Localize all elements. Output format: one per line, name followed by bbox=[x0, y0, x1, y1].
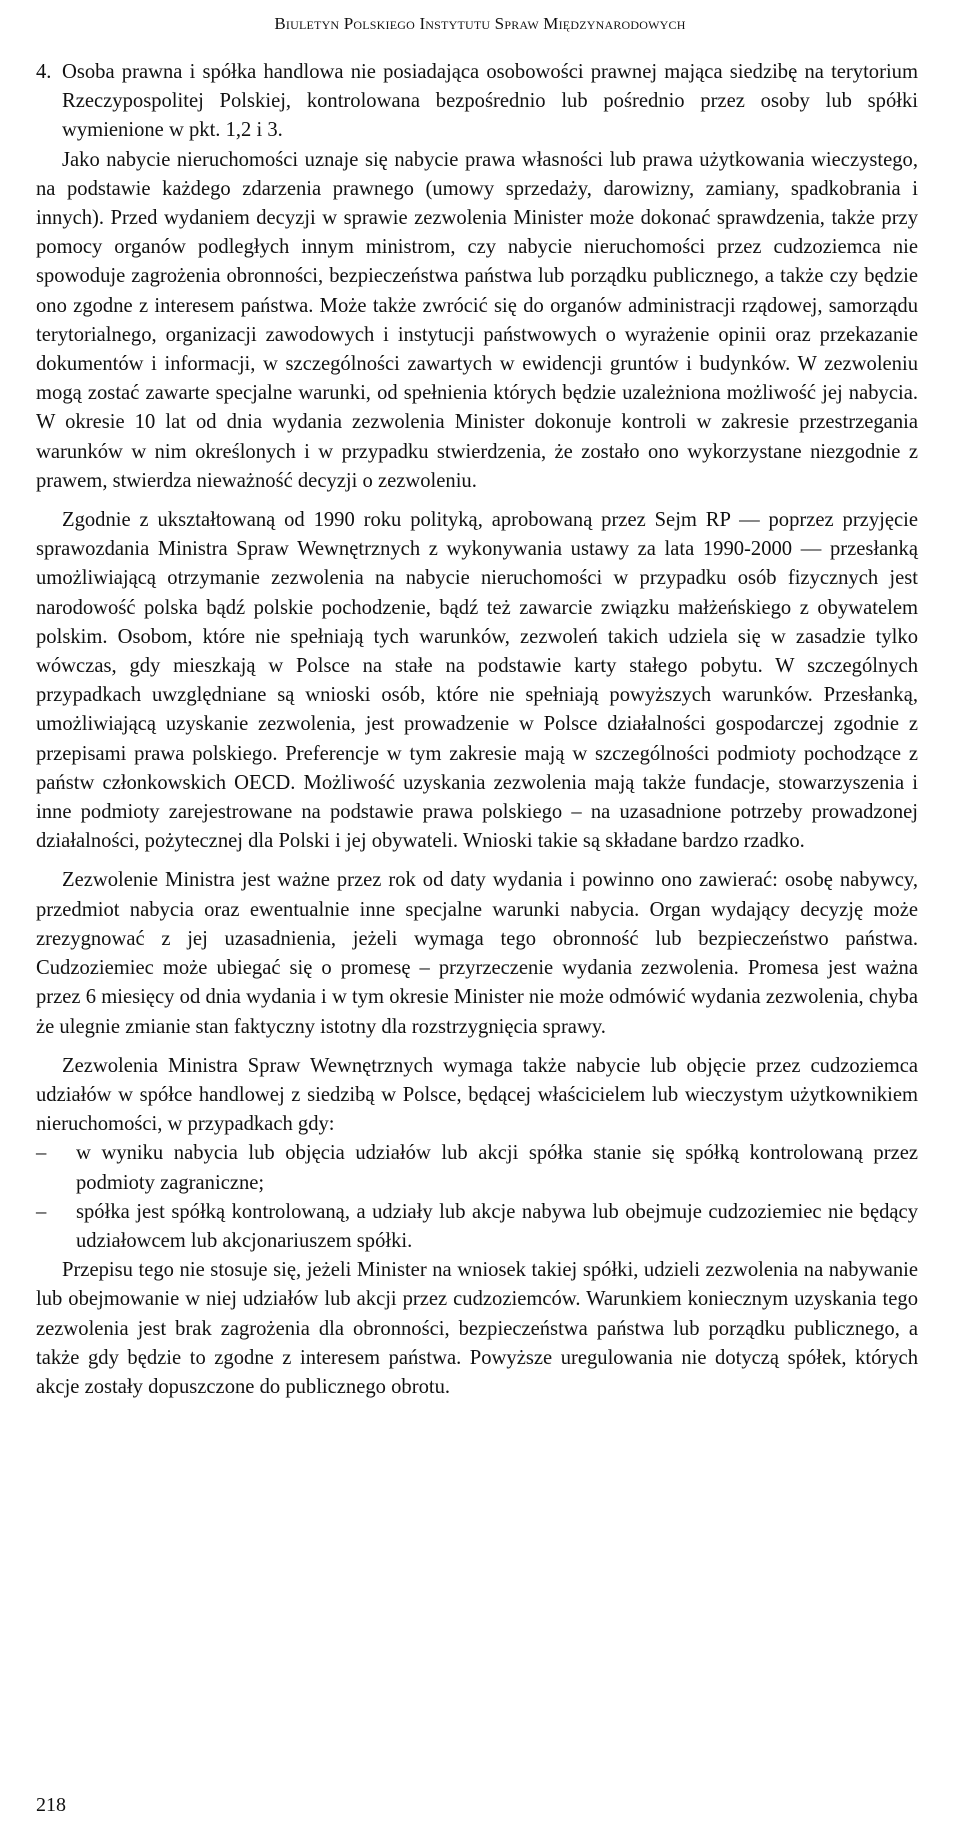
paragraph-exemption: Przepisu tego nie stosuje się, jeżeli Minister na wniosek takiej spółki, udzieli zezwolenia na nabywanie lub obejmowanie w niej udziałów lub akcji przez cudzoziemców. Warunkiem koniecznym uzyskania tego zezwolenia jest brak zagrożenia dla obronności, bezpieczeństwa państwa lub porządku publicznego, a także gdy będzie to zgodne z interesem państwa. Powyższe uregulowania nie dotyczą spółek, których akcje zostały dopuszczone do publicznego obrotu. bbox=[36, 1259, 918, 1398]
paragraph-policy: Zgodnie z ukształtowaną od 1990 roku polityką, aprobowaną przez Sejm RP — poprzez przyjęcie sprawozdania Ministra Spraw Wewnętrznych z wykonywania ustawy za lata 1990-2000 — przesłanką umożliwiającą otrzymanie zezwolenia na nabycie nieruchomości w przypadku osób fizycznych jest narodowość polska bądź polskie pochodzenie, bądź też zawarcie związku małżeńskiego z obywatelem polskim. Osobom, które nie spełniają tych warunków, zezwoleń takich udziela się w zasadzie tylko wówczas, gdy mieszkają w Polsce na stałe na podstawie karty stałego pobytu. W szczególnych przypadkach uwzględniane są wnioski osób, które nie spełniają powyższych warunków. Przesłanką, umożliwiającą uzyskanie zezwolenia, jest prowadzenie w Polsce działalności gospodarczej zgodnie z przepisami prawa polskiego. Preferencje w tym zakresie mają w szczególności podmioty pochodzące z państw członkowskich OECD. Możliwość uzyskania zezwolenia mają także fundacje, stowarzyszenia i inne podmioty zarejestrowane na podstawie prawa polskiego – na uzasadnione potrzeby prowadzonej działalności, pożytecznej dla Polski i jej obywateli. Wnioski takie są składane bardzo rzadko. bbox=[36, 509, 918, 853]
dash-marker: – bbox=[36, 1142, 47, 1165]
dash-list-item bbox=[36, 1198, 918, 1256]
list-item-number: 4. bbox=[36, 61, 52, 83]
dash-marker: – bbox=[36, 1200, 47, 1223]
paragraph-permit-validity: Zezwolenie Ministra jest ważne przez rok od daty wydania i powinno ono zawierać: osobę nabywcy, przedmiot nabycia oraz ewentualnie inne specjalne warunki nabycia. Organ wydający decyzję może zrezygnować z jej uzasadnienia, jeżeli wymaga tego obronność lub bezpieczeństwo państwa. Cudzoziemiec może ubiegać się o promesę – przyrzeczenie wydania zezwolenia. Promesa jest ważna przez 6 miesięcy od dnia wydania i w tym okresie Minister nie może odmówić wydania zezwolenia, chyba że ulegnie zmianie stan faktyczny istotny dla rozstrzygnięcia sprawy. bbox=[36, 869, 918, 1038]
dash-list bbox=[36, 1139, 918, 1256]
list-item-4 bbox=[36, 58, 918, 146]
dash-list-item-text: spółka jest spółką kontrolowaną, a udziały lub akcje nabywa lub obejmuje cudzoziemiec nie będący udziałowcem lub akcjonariuszem spółki. bbox=[76, 1200, 918, 1252]
running-header: Biuletyn Polskiego Instytutu Spraw Międzynarodowych bbox=[274, 14, 686, 33]
dash-list-item bbox=[36, 1139, 918, 1197]
dash-list-item-text: w wyniku nabycia lub objęcia udziałów lub akcji spółka stanie się spółką kontrolowaną przez podmioty zagraniczne; bbox=[76, 1142, 918, 1194]
paragraph-acquisition-definition: Jako nabycie nieruchomości uznaje się nabycie prawa własności lub prawa użytkowania wieczystego, na podstawie każdego zdarzenia prawnego (umowy sprzedaży, darowizny, zamiany, spadkobrania i innych). Przed wydaniem decyzji w sprawie zezwolenia Minister może dokonać sprawdzenia, także przy pomocy organów podległych innym ministrom, czy nabycie nieruchomości przez cudzoziemca nie spowoduje zagrożenia obronności, bezpieczeństwa państwa lub porządku publicznego, a także czy będzie ono zgodne z interesem państwa. Może także zwrócić się do organów administracji rządowej, samorządu terytorialnego, organizacji zawodowych i instytucji państwowych o wyrażenie opinii oraz przekazanie dokumentów i informacji, w szczególności zawartych w ewidencji gruntów i budynków. W zezwoleniu mogą zostać zawarte specjalne warunki, od spełnienia których będzie uzależniona możliwość jej nabycia. W okresie 10 lat od dnia wydania zezwolenia Minister dokonuje kontroli w zakresie przestrzegania warunków w nim określonych i w przypadku stwierdzenia, że zostało ono wykorzystane niezgodnie z prawem, stwierdza nieważność decyzji o zezwoleniu. bbox=[36, 148, 918, 492]
paragraph-shares-acquisition: Zezwolenia Ministra Spraw Wewnętrznych wymaga także nabycie lub objęcie przez cudzoziemca udziałów w spółce handlowej z siedzibą w Polsce, będącej właścicielem lub wieczystym użytkownikiem nieruchomości, w przypadkach gdy: bbox=[36, 1054, 918, 1136]
page-number: 218 bbox=[36, 1794, 66, 1816]
list-item-text: Osoba prawna i spółka handlowa nie posiadająca osobowości prawnej mająca siedzibę na terytorium Rzeczypospolitej Polskiej, kontrolowana bezpośrednio lub pośrednio przez osoby lub spółki wymienione w pkt. 1,2 i 3. bbox=[62, 61, 918, 142]
document-body bbox=[36, 58, 918, 1402]
